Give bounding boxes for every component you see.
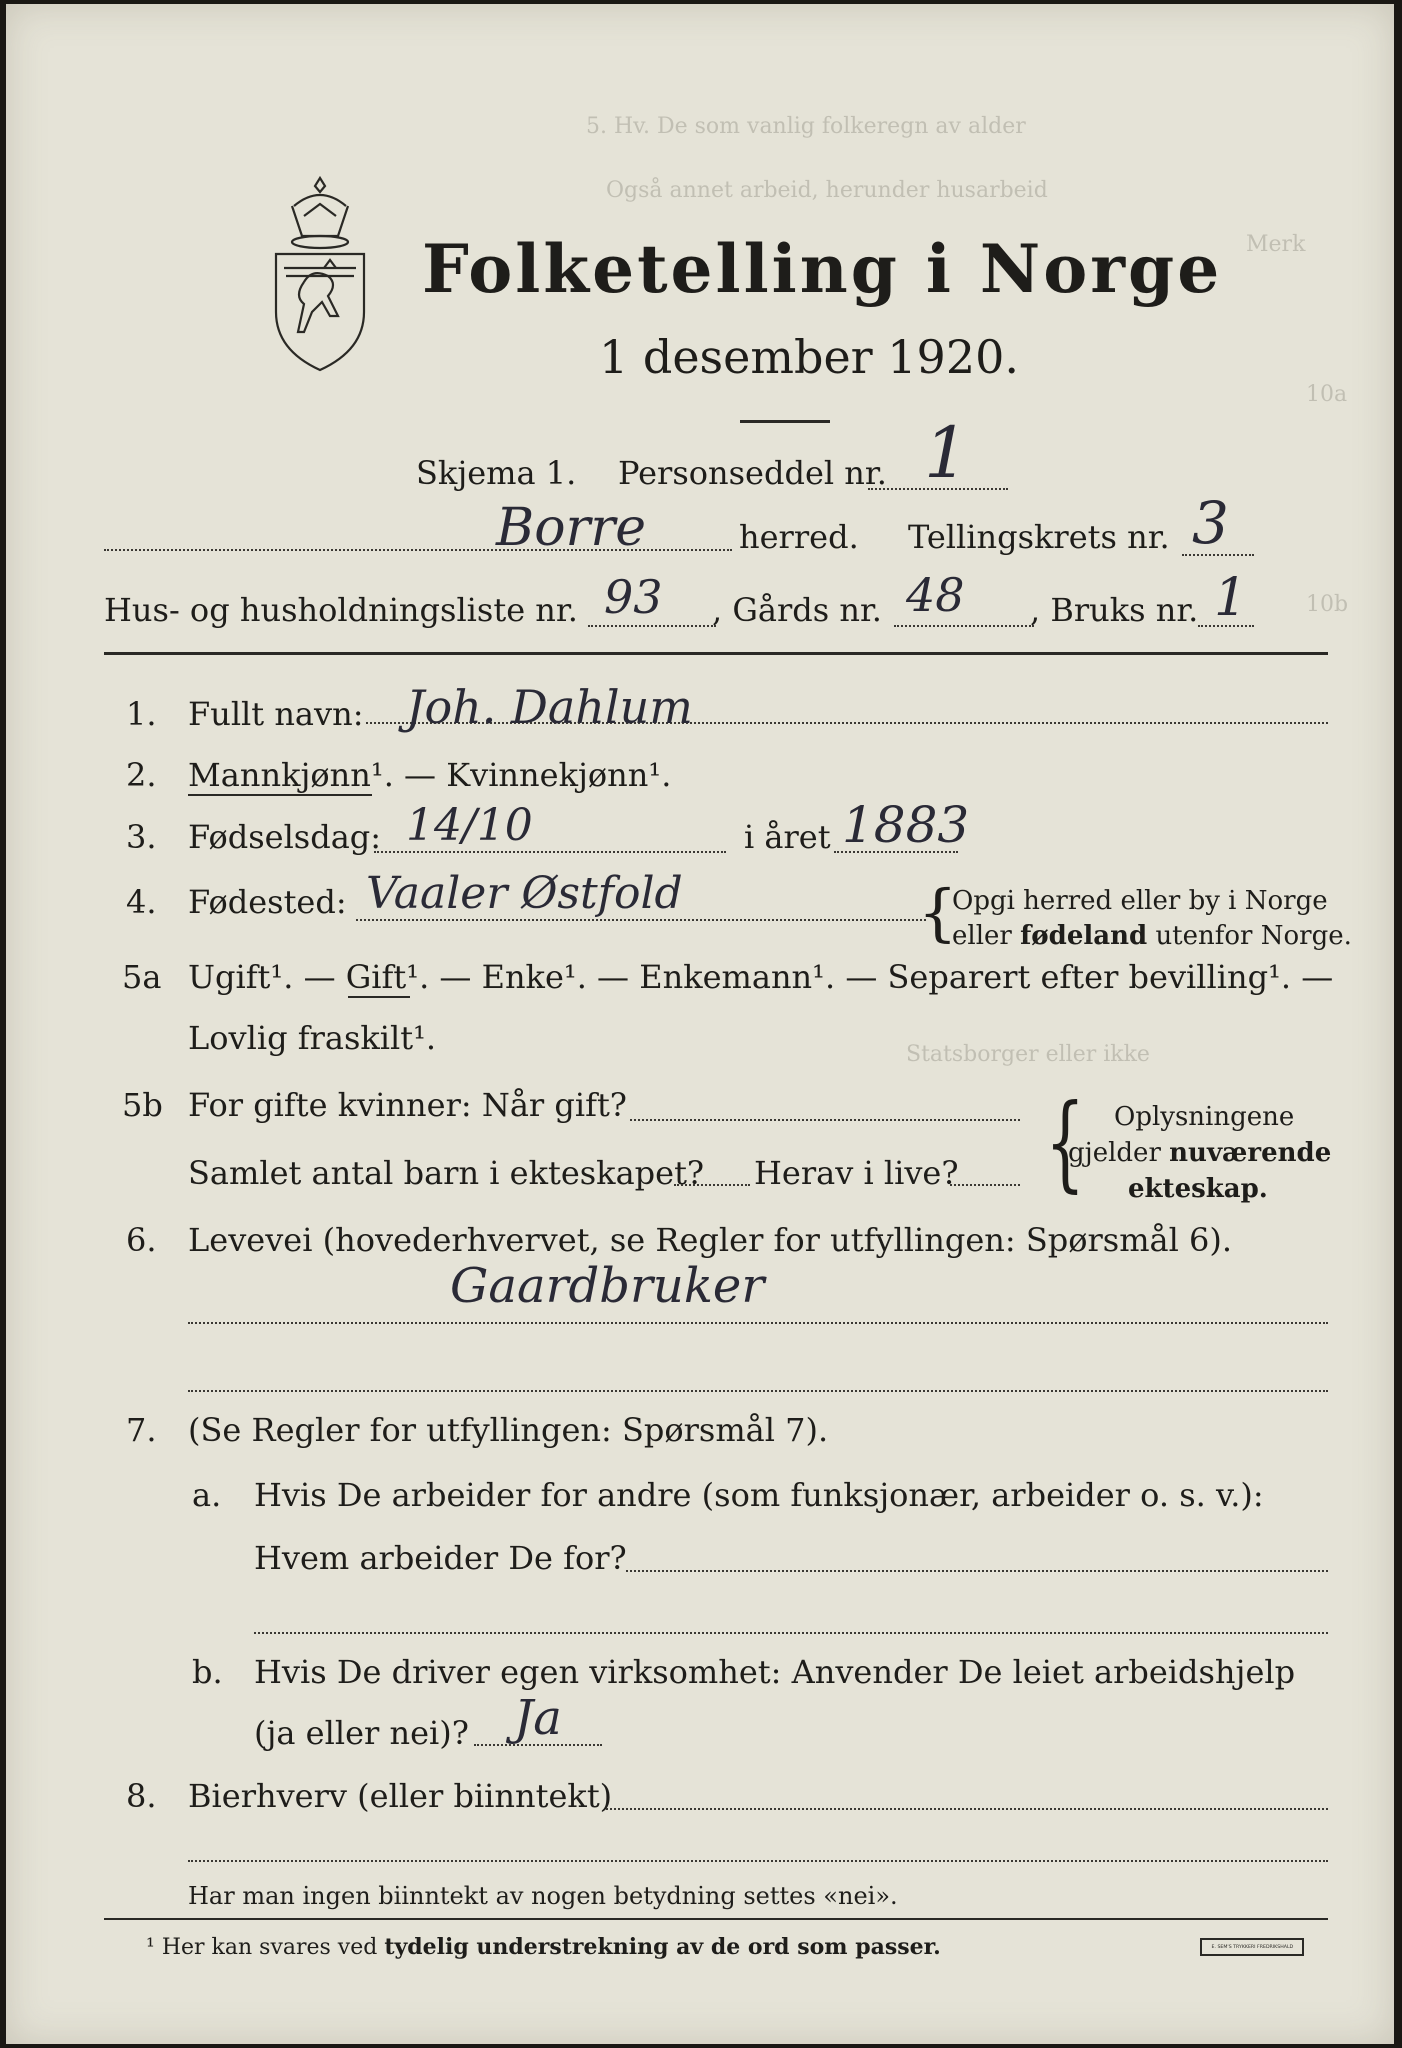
q3-birthday-value[interactable]: 14/10 bbox=[406, 800, 533, 851]
q7b-letter: b. bbox=[192, 1653, 223, 1691]
q2-gender-options: Mannkjønn¹. — Kvinnekjønn¹. bbox=[188, 756, 672, 794]
q8-field-line-2 bbox=[188, 1860, 1328, 1862]
q5a-number: 5a bbox=[122, 958, 162, 996]
printer-stamp-text: E. SEM'S TRYKKERI FREDRIKSHALD bbox=[1211, 1943, 1293, 1950]
q7b-value[interactable]: Ja bbox=[514, 1690, 562, 1746]
q5b-children-label: Samlet antal barn i ekteskapet? bbox=[188, 1154, 705, 1192]
tellingskrets-value[interactable]: 3 bbox=[1192, 489, 1229, 557]
gards-label: , Gårds nr. bbox=[712, 591, 882, 629]
footnote-divider bbox=[104, 1918, 1328, 1920]
q5a-marital-options: Ugift¹. — Gift¹. — Enke¹. — Enkemann¹. — Separert efter bevilling¹. — bbox=[188, 958, 1334, 996]
form-title: Folketelling i Norge bbox=[422, 230, 1223, 308]
q6-field-line-2 bbox=[188, 1390, 1328, 1392]
q6-occupation-value[interactable]: Gaardbruker bbox=[450, 1258, 765, 1314]
q5b-alive-label: Herav i live? bbox=[754, 1154, 959, 1192]
header-divider bbox=[104, 652, 1328, 655]
husliste-value[interactable]: 93 bbox=[604, 570, 663, 624]
printer-stamp bbox=[1200, 1938, 1304, 1956]
q1-number: 1. bbox=[126, 695, 157, 733]
q5b-note-line3: ekteskap. bbox=[1128, 1174, 1268, 1204]
q4-field-line bbox=[356, 919, 926, 921]
q3-label: Fødselsdag: bbox=[188, 818, 382, 856]
gards-value[interactable]: 48 bbox=[906, 568, 965, 622]
q3-field-line bbox=[374, 851, 726, 853]
census-date: 1 desember 1920. bbox=[599, 330, 1019, 384]
bruks-value[interactable]: 1 bbox=[1214, 568, 1248, 628]
q8-number: 8. bbox=[126, 1777, 157, 1815]
q5b-children-field-line bbox=[674, 1184, 750, 1186]
q4-note-line2-bold: fødeland bbox=[1020, 921, 1148, 951]
coat-of-arms-icon bbox=[264, 172, 376, 372]
q3-year-label: i året bbox=[744, 818, 831, 856]
q7a-line1: Hvis De arbeider for andre (som funksjonær, arbeider o. s. v.): bbox=[254, 1476, 1264, 1514]
personseddel-value[interactable]: 1 bbox=[924, 412, 969, 494]
q5a-underline-gift bbox=[348, 996, 410, 998]
census-form-page: 5. Hv. De som vanlig folkeregn av alder Også annet arbeid, herunder husarbeid Merk 10a 10b Statsborger eller ikke Folketelling i Norge 1 desember 1920. Skjema 1. Personseddel nr. 1 Borre herred. Tellingskrets nr. 3 Hus- og husholdningsliste nr. 93 , Gårds nr. 48 , Bruks nr. 1 1. Fullt navn: Joh. Dahlum 2. Mannkjønn¹. — Kvinnekjønn¹. 3. Fødselsdag: 14/10 i året 1883 4. Fødested: Vaaler Østfold { Opgi herred eller by i Norge eller fødeland utenfor Norge. 5a Ugift¹. — Gift¹. — Enke¹. — Enkemann¹. — Separert efter bevilling¹. — Lovlig fraskilt¹. 5b For gifte kvinner: Når gift? Samlet antal barn i ekteskapet? Herav i live? { Oplysningene gjelder nuværende ekteskap. 6. Levevei (hovederhvervet, se Regler for utfyllingen: Spørsmål 6). Gaardbruker 7. (Se Regler for utfyllingen: Spørsmål 7). a. Hvis De arbeider for andre (som funksjonær, arbeider o. s. v.): Hvem arbeider De for? b. Hvis De driver egen virksomhet: Anvender De leiet arbeidshjelp (ja eller nei)? Ja 8. Bierhverv (eller biinntekt) Har man ingen biinntekt av nogen betydning settes «nei». ¹ Her kan svares ved tydelig understrekning av de ord som passer. E. SEM'S TRYKKERI FREDRIKSHALD bbox=[6, 4, 1394, 2044]
q5a-marital-options-line2: Lovlig fraskilt¹. bbox=[188, 1019, 437, 1057]
q2-underline-mannkjonn bbox=[188, 794, 372, 796]
q5b-alive-field-line bbox=[950, 1184, 1020, 1186]
q6-field-line-1 bbox=[188, 1322, 1328, 1324]
q3-year-value[interactable]: 1883 bbox=[842, 796, 970, 854]
bruks-label: , Bruks nr. bbox=[1030, 591, 1199, 629]
personseddel-label: Personseddel nr. bbox=[618, 454, 887, 492]
q7-number: 7. bbox=[126, 1411, 157, 1449]
footnote-text: Her kan svares ved bbox=[161, 1935, 378, 1960]
q7b-line2: (ja eller nei)? bbox=[254, 1714, 469, 1752]
q6-number: 6. bbox=[126, 1221, 157, 1259]
q4-label: Fødested: bbox=[188, 883, 347, 921]
q7a-line2: Hvem arbeider De for? bbox=[254, 1539, 627, 1577]
q4-note-brace: { bbox=[918, 876, 958, 949]
q6-label: Levevei (hovederhvervet, se Regler for utfyllingen: Spørsmål 6). bbox=[188, 1221, 1233, 1259]
q1-full-name-value[interactable]: Joh. Dahlum bbox=[406, 680, 693, 734]
footnote-mark: ¹ bbox=[146, 1935, 155, 1960]
husliste-field-line bbox=[588, 625, 716, 627]
q5b-number: 5b bbox=[122, 1086, 163, 1124]
gards-field-line bbox=[894, 625, 1034, 627]
q4-note-line2-post: utenfor Norge. bbox=[1155, 921, 1352, 951]
q5b-note-line2 bbox=[1068, 1140, 1331, 1166]
q4-number: 4. bbox=[126, 883, 157, 921]
footnote-bold-text: tydelig understrekning av de ord som passer. bbox=[384, 1934, 941, 1960]
q4-note-line1: Opgi herred eller by i Norge bbox=[952, 886, 1328, 916]
q4-note-line2-pre: eller bbox=[952, 921, 1012, 951]
herred-label: herred. bbox=[739, 518, 859, 556]
skjema-label: Skjema 1. bbox=[416, 454, 577, 492]
herred-value[interactable]: Borre bbox=[496, 498, 647, 558]
q4-birthplace-value[interactable]: Vaaler Østfold bbox=[366, 868, 683, 919]
q4-note-line2 bbox=[952, 923, 1352, 949]
q7-label: (Se Regler for utfyllingen: Spørsmål 7). bbox=[188, 1411, 829, 1449]
title-rule bbox=[740, 420, 830, 423]
footnote bbox=[146, 1936, 941, 1959]
q5b-note-brace: { bbox=[1045, 1081, 1085, 1203]
tellingskrets-label: Tellingskrets nr. bbox=[908, 518, 1170, 556]
q5b-married-field-line bbox=[630, 1119, 1020, 1121]
q5b-note-line2-pre: gjelder bbox=[1068, 1138, 1161, 1168]
q5b-note-line1: Oplysningene bbox=[1114, 1102, 1295, 1132]
q7b-line1: Hvis De driver egen virksomhet: Anvender De leiet arbeidshjelp bbox=[254, 1653, 1296, 1691]
q3-number: 3. bbox=[126, 818, 157, 856]
q7a-field-line bbox=[626, 1570, 1328, 1572]
q7a-field-line-2 bbox=[254, 1632, 1328, 1634]
q1-label: Fullt navn: bbox=[188, 695, 364, 733]
q7a-letter: a. bbox=[192, 1476, 222, 1514]
q5b-note-line2-bold: nuværende bbox=[1169, 1138, 1332, 1168]
q2-number: 2. bbox=[126, 756, 157, 794]
nei-instruction: Har man ingen biinntekt av nogen betydning settes «nei». bbox=[188, 1882, 898, 1910]
husliste-label: Hus- og husholdningsliste nr. bbox=[104, 591, 578, 629]
q8-field-line bbox=[606, 1808, 1328, 1810]
q8-label: Bierhverv (eller biinntekt) bbox=[188, 1777, 613, 1815]
q5b-line1: For gifte kvinner: Når gift? bbox=[188, 1086, 627, 1124]
